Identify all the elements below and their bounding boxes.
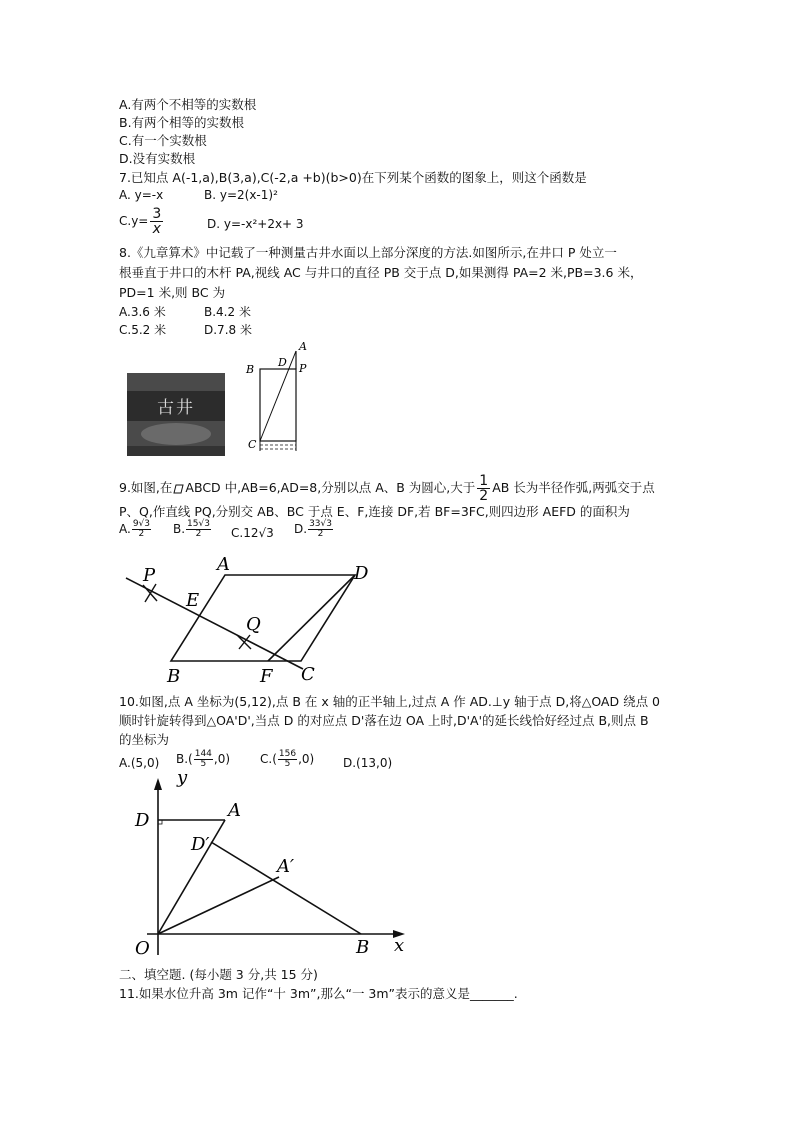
q9-b-fraction [186,520,211,539]
q7-option-d: D. y=-x²+2x+ 3 [207,217,304,231]
q9-parallelogram-diagram [118,550,388,690]
label-a: A [217,554,230,575]
q6-option-a: A.有两个不相等的实数根 [119,97,257,112]
label-d: D [135,810,150,831]
q7-option-a: A. y=-x [119,188,164,202]
photo-ground [127,446,225,456]
label-y: y [177,770,188,788]
label-d: D [354,563,369,584]
q9-option-c: C.12√3 [231,526,274,540]
label-e: E [186,590,200,611]
q10-b-fraction [194,750,213,769]
ancient-well-photo [127,373,225,456]
q9-d-numerator: 33√3 [309,519,332,529]
q9-d-fraction [308,520,333,539]
q10-option-d: D.(13,0) [343,756,393,770]
q10-option-c [260,750,314,769]
q10-b-prefix: B.( [176,752,193,766]
section-2-heading: 二、填空题. (每小题 3 分,共 15 分) [119,967,318,982]
q9-line-1 [119,474,655,503]
q9-line-1-a: 9.如图,在 [119,480,173,495]
q9-half-denominator: 2 [479,488,489,504]
q10-line-1: 10.如图,点 A 坐标为(5,12),点 B 在 x 轴的正半轴上,过点 A 作 AD.⊥y 轴于点 D,将△OAD 绕点 0 [119,694,661,709]
q10-b-denominator: 5 [200,759,207,769]
q6-option-d: D.没有实数根 [119,151,196,166]
label-a: A [228,800,241,821]
q10-c-denominator: 5 [284,759,291,769]
q10-option-b [176,750,230,769]
q9-b-numerator: 15√3 [187,519,210,529]
q10-c-fraction [278,750,297,769]
q10-b-suffix: ,0) [213,752,231,766]
segment-df [268,575,355,661]
q10-c-prefix: C.( [260,752,277,766]
q7-option-c [119,207,165,236]
q8-option-c: C.5.2 米 [119,323,167,337]
q7-option-c-fraction [150,207,163,236]
q7-option-b: B. y=2(x-1)² [204,188,278,202]
q11-stem: 11.如果水位升高 3m 记作“十 3m”,那么“一 3m”表示的意义是_______. [119,986,518,1001]
q10-option-a: A.(5,0) [119,756,160,770]
segment-oa-prime [158,877,279,934]
label-c: C [301,664,315,685]
q8-line-3: PD=1 米,则 BC 为 [119,285,226,300]
q7-option-c-prefix: C.y= [119,214,149,228]
q9-a-denominator: 2 [138,529,145,539]
q6-option-b: B.有两个相等的实数根 [119,115,245,130]
label-q: Q [246,614,261,635]
q10-line-2: 顺时针旋转得到△OA'D',当点 D 的对应点 D'落在边 OA 上时,D'A'的延长线恰好经过点 B,则点 B [119,713,649,728]
label-f: F [260,666,273,687]
photo-sign-text: 古井 [157,398,195,418]
y-axis-arrow [154,778,162,790]
label-b: B [356,937,370,958]
label-p: P [299,362,307,375]
q6-option-c: C.有一个实数根 [119,133,207,148]
q7-c-numerator: 3 [152,206,162,222]
q8-option-a: A.3.6 米 [119,305,166,319]
q9-line-2: P、Q,作直线 PQ,分别交 AB、BC 于点 E、F,连接 DF,若 BF=3FC,则四边形 AEFD 的面积为 [119,504,630,519]
q9-half-fraction [477,474,490,503]
label-b: B [167,666,181,687]
q8-well-diagram [240,338,320,458]
label-d-prime: D′ [191,834,210,855]
q9-option-a [119,520,152,539]
q7-stem: 7.已知点 A(-1,a),B(3,a),C(-2,a +b)(b>0)在下列某个函数的图象上，则这个函数是 [119,170,587,185]
q9-line-1-c: AB 长为半径作弧,两弧交于点 [492,480,655,495]
q8-option-d: D.7.8 米 [204,323,252,337]
q8-line-1: 8.《九章算术》中记载了一种测量古井水面以上部分深度的方法.如图所示,在井口 P 处立一 [119,245,617,260]
label-x: x [394,935,405,956]
well-shaft [260,369,296,441]
q10-b-numerator: 144 [194,749,212,759]
q10-line-3: 的坐标为 [119,732,170,747]
q10-c-numerator: 156 [278,749,297,759]
q8-line-2: 根垂直于井口的木杆 PA,视线 AC 与井口的直径 PB 交于点 D,如果测得 PA=2 米,PB=3.6 米， [119,265,643,280]
label-o: O [135,938,150,959]
q9-a-fraction [132,520,151,539]
q9-d-prefix: D. [294,522,308,536]
q9-line-1-b: ABCD 中,AB=6,AD=8,分别以点 A、B 为圆心,大于 [185,480,476,495]
q9-option-d [294,520,334,539]
q9-a-numerator: 9√3 [132,519,150,529]
label-a: A [299,340,307,353]
q9-option-b [173,520,212,539]
parallelogram-icon [173,484,184,494]
q9-d-denominator: 2 [317,529,324,539]
label-d: D [278,356,287,369]
label-b: B [246,363,255,376]
label-p: P [143,565,156,586]
q8-option-b: B.4.2 米 [204,305,251,319]
q9-b-prefix: B. [173,522,186,536]
photo-well-rim [141,423,211,445]
q9-half-numerator: 1 [479,473,489,489]
q9-b-denominator: 2 [195,529,202,539]
q9-a-prefix: A. [119,522,131,536]
q10-c-suffix: ,0) [298,752,315,766]
q7-c-denominator: x [152,221,161,237]
q10-coordinate-diagram [127,770,417,960]
label-a-prime: A′ [277,856,295,877]
label-c: C [248,438,257,451]
